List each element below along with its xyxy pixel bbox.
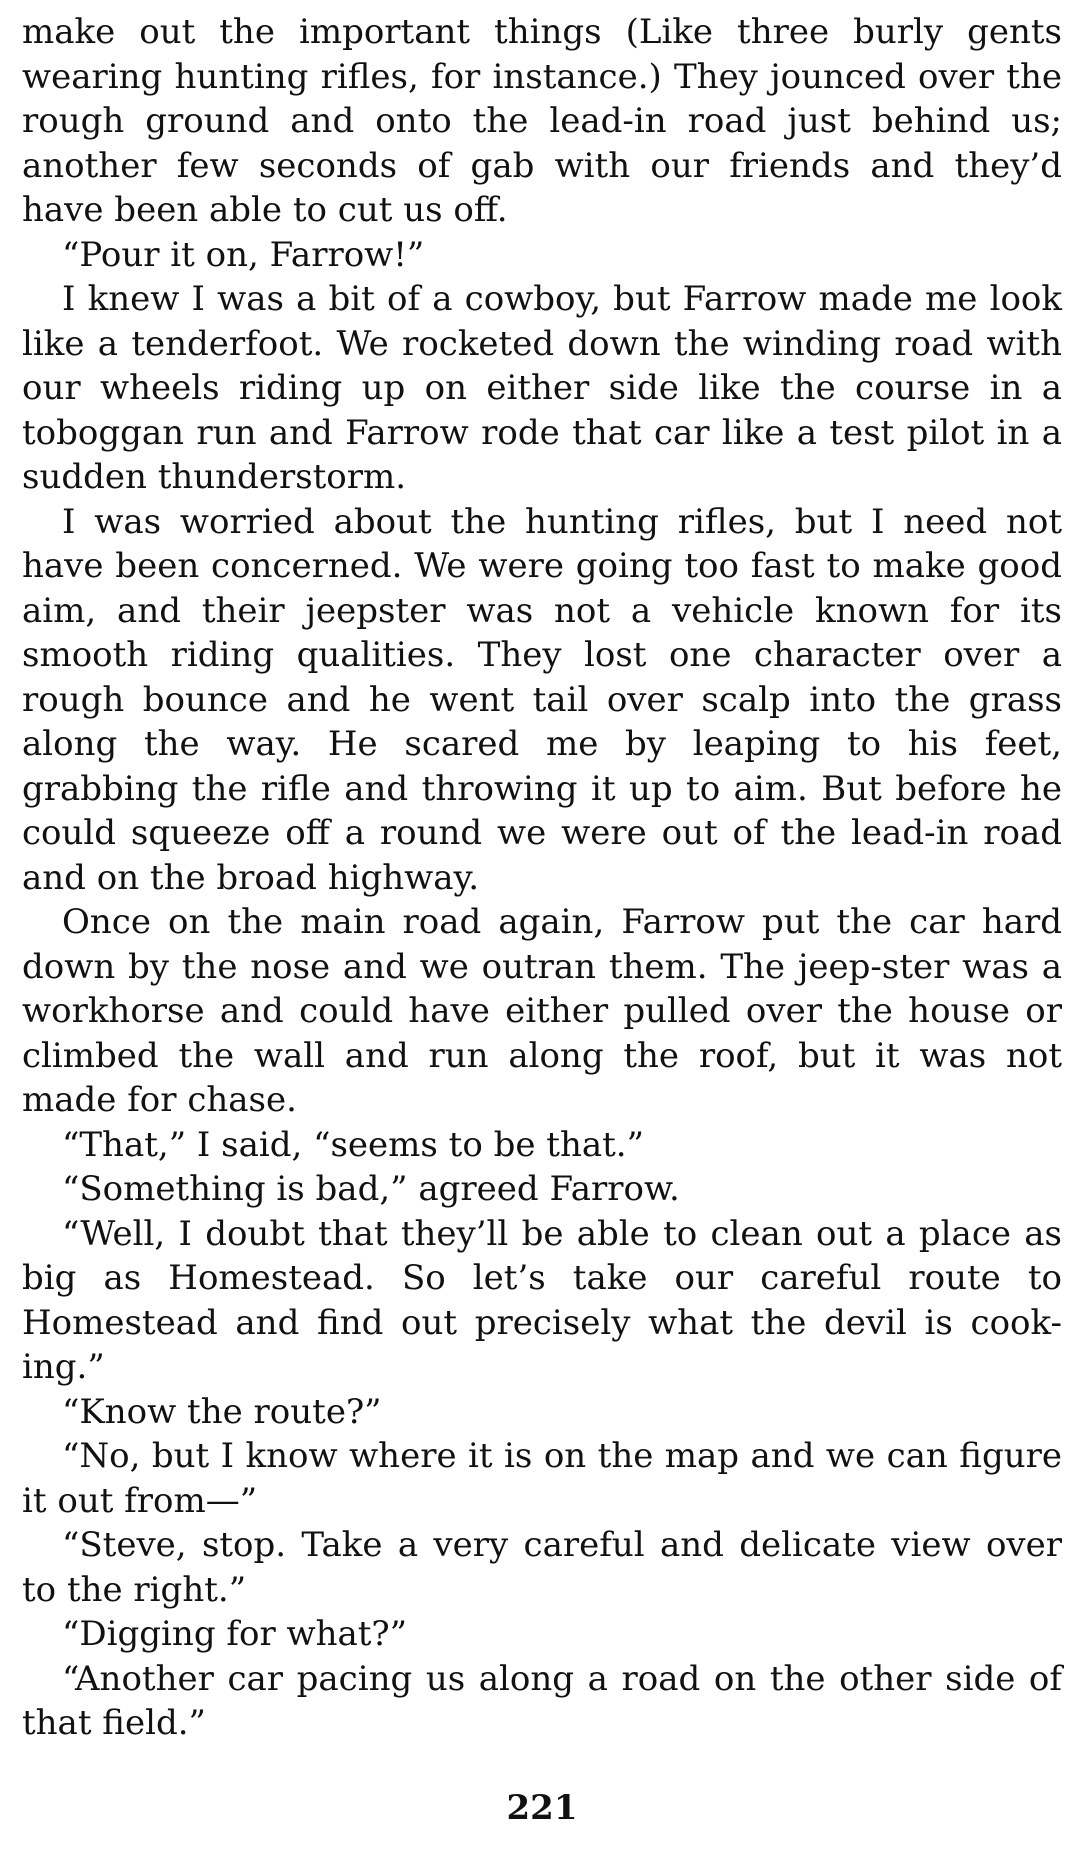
paragraph-continued: make out the important things (Like three burly gents wearing hunting rifles, for instance.) They jounced over the rough ground and onto the lead-in road just behind us; another few seconds of gab with our friends and they’d have been able to cut us off. — [22, 12, 1062, 230]
page-number: 221 — [506, 1788, 578, 1828]
paragraph-dialogue: “Well, I doubt that they’ll be able to clean out a place as big as Homestead. So let’s take our careful route to Homestead and find out precisely what the devil is cook-ing.” — [22, 1213, 1062, 1387]
paragraph: I knew I was a bit of a cowboy, but Farrow made me look like a tenderfoot. We rocketed down the winding road with our wheels riding up on either side like the course in a toboggan run and Farrow rode that car like a test pilot in a sudden thunderstorm. — [22, 279, 1062, 497]
page-body — [22, 10, 1062, 1746]
paragraph-dialogue: “That,” I said, “seems to be that.” — [62, 1124, 644, 1165]
paragraph: Once on the main road again, Farrow put the car hard down by the nose and we outran them. The jeep-ster was a workhorse and could have either pulled over the house or climbed the wall and run along the roof, but it was not made for chase. — [22, 902, 1062, 1120]
paragraph: I was worried about the hunting rifles, but I need not have been concerned. We were going too fast to make good aim, and their jeepster was not a vehicle known for its smooth riding qualities. They lost one character over a rough bounce and he went tail over scalp into the grass along the way. He scared me by leaping to his feet, grabbing the rifle and throwing it up to aim. But before he could squeeze off a round we were out of the lead-in road and on the broad highway. — [22, 501, 1062, 898]
paragraph-dialogue: “Something is bad,” agreed Farrow. — [62, 1169, 680, 1209]
paragraph-dialogue: “Another car pacing us along a road on the other side of that field.” — [22, 1658, 1062, 1743]
paragraph-dialogue: “Pour it on, Farrow!” — [62, 234, 425, 275]
paragraph-dialogue: “Steve, stop. Take a very careful and delicate view over to the right.” — [22, 1525, 1062, 1610]
paragraph-dialogue: “No, but I know where it is on the map and we can figure it out from—” — [22, 1436, 1062, 1521]
paragraph-dialogue: “Know the route?” — [62, 1391, 382, 1432]
paragraph-dialogue: “Digging for what?” — [62, 1614, 408, 1654]
